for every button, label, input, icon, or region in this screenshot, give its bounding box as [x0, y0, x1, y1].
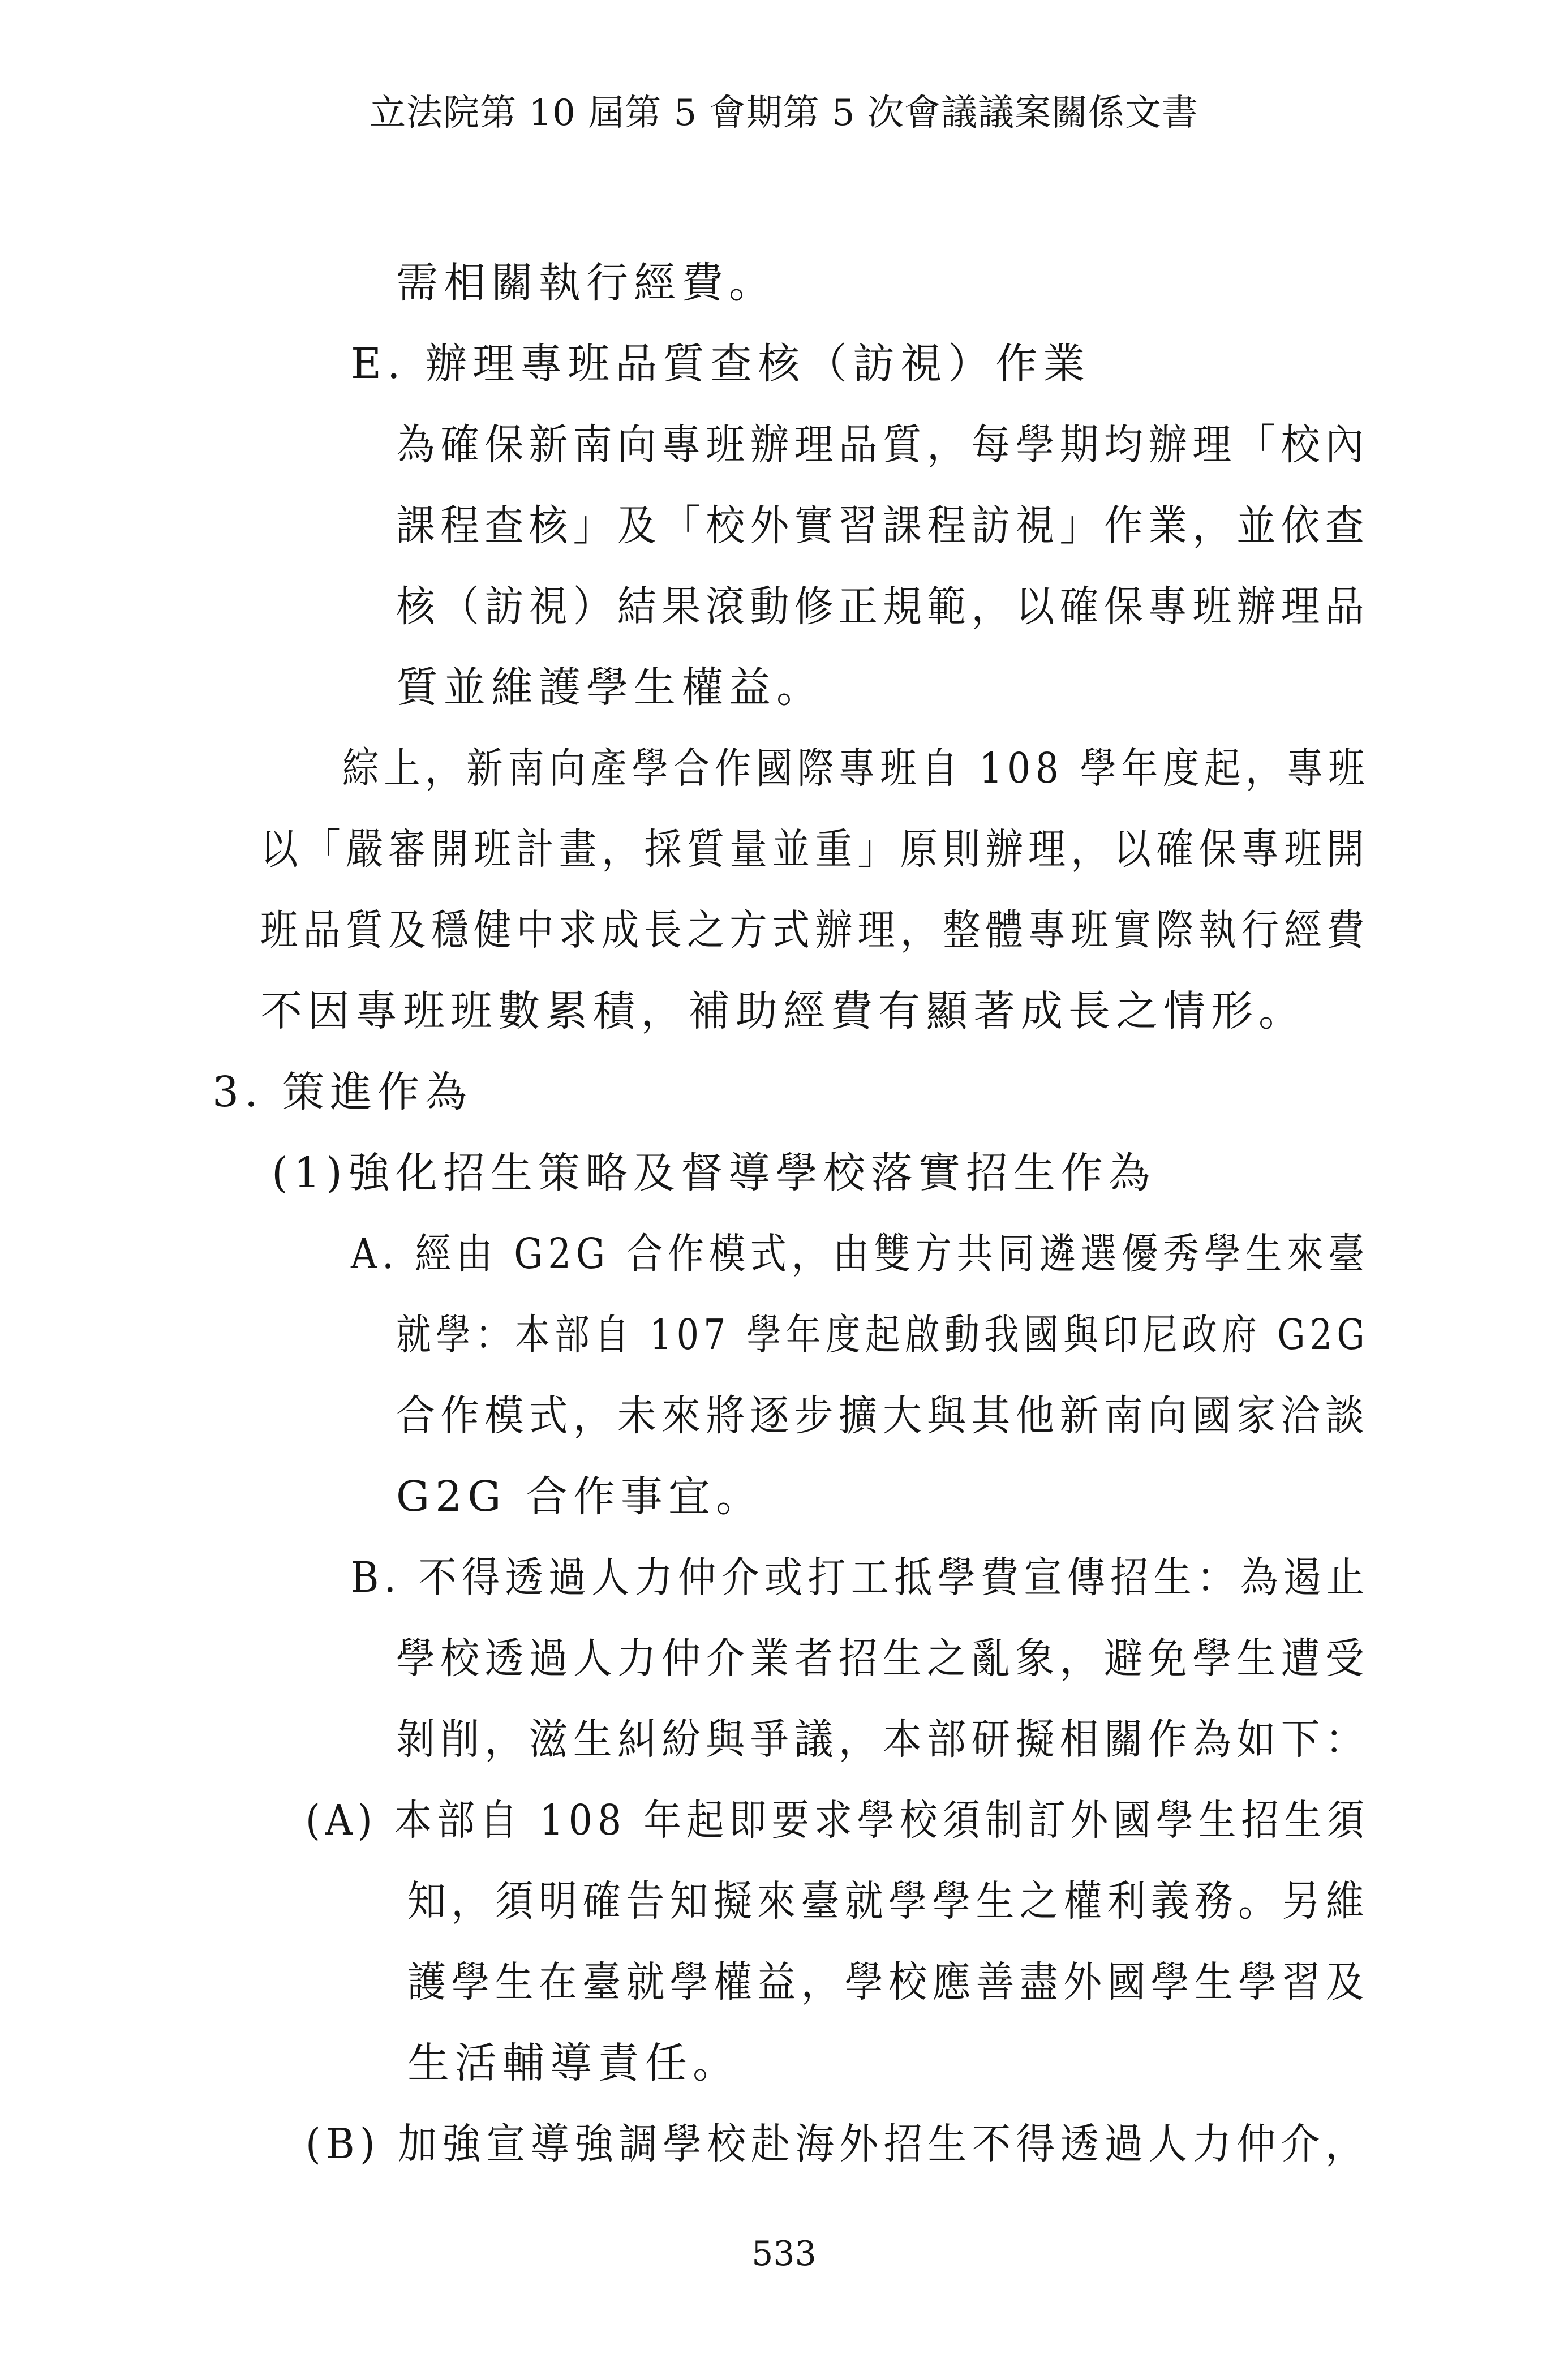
text-line: 生活輔導責任。 — [407, 2039, 740, 2087]
text-line: 核（訪視）結果滾動修正規範，以確保專班辦理品 — [396, 582, 1369, 631]
section-heading-3: 3. 策進作為 — [212, 1068, 473, 1116]
item-heading-b: B. 不得透過人力仲介或打工抵學費宣傳招生：為遏止 — [351, 1553, 1370, 1602]
text-line: 需相關執行經費。 — [396, 259, 776, 307]
item-heading-e: E. 辦理專班品質查核（訪視）作業 — [351, 340, 1091, 388]
text-line: 合作模式，未來將逐步擴大與其他新南向國家洽談 — [396, 1391, 1369, 1440]
summary-paragraph-line: 不因專班班數累積，補助經費有顯著成長之情形。 — [260, 987, 1306, 1036]
text-line: 護學生在臺就學權益，學校應善盡外國學生學習及 — [407, 1958, 1369, 2007]
page-header: 立法院第 10 屆第 5 會期第 5 次會議議案關係文書 — [370, 92, 1198, 134]
text-line: 為確保新南向專班辦理品質，每學期均辦理「校內 — [396, 420, 1369, 469]
subsection-heading-1: (1)強化招生策略及督導學校落實招生作為 — [272, 1149, 1156, 1197]
summary-paragraph-line: 綜上，新南向產學合作國際專班自 108 學年度起，專班 — [342, 744, 1370, 793]
summary-paragraph-line: 班品質及穩健中求成長之方式辦理，整體專班實際執行經費 — [260, 906, 1369, 955]
text-line: 質並維護學生權益。 — [396, 663, 824, 712]
page-number: 533 — [751, 2234, 817, 2274]
sub-item-b: (B) 加強宣導強調學校赴海外招生不得透過人力仲介， — [306, 2120, 1369, 2168]
text-line: 就學：本部自 107 學年度起啟動我國與印尼政府 G2G — [396, 1311, 1370, 1359]
sub-item-a: (A) 本部自 108 年起即要求學校須制訂外國學生招生須 — [306, 1796, 1369, 1845]
text-line: 課程查核」及「校外實習課程訪視」作業，並依查 — [396, 501, 1369, 550]
text-line: 知，須明確告知擬來臺就學學生之權利義務。另維 — [407, 1877, 1369, 1926]
text-line: 剝削，滋生糾紛與爭議，本部研擬相關作為如下： — [396, 1715, 1369, 1764]
summary-paragraph-line: 以「嚴審開班計畫，採質量並重」原則辦理，以確保專班開 — [260, 825, 1369, 874]
text-line: 學校透過人力仲介業者招生之亂象，避免學生遭受 — [396, 1634, 1369, 1683]
text-line: G2G 合作事宜。 — [396, 1472, 763, 1521]
item-heading-a: A. 經由 G2G 合作模式，由雙方共同遴選優秀學生來臺 — [351, 1230, 1369, 1278]
